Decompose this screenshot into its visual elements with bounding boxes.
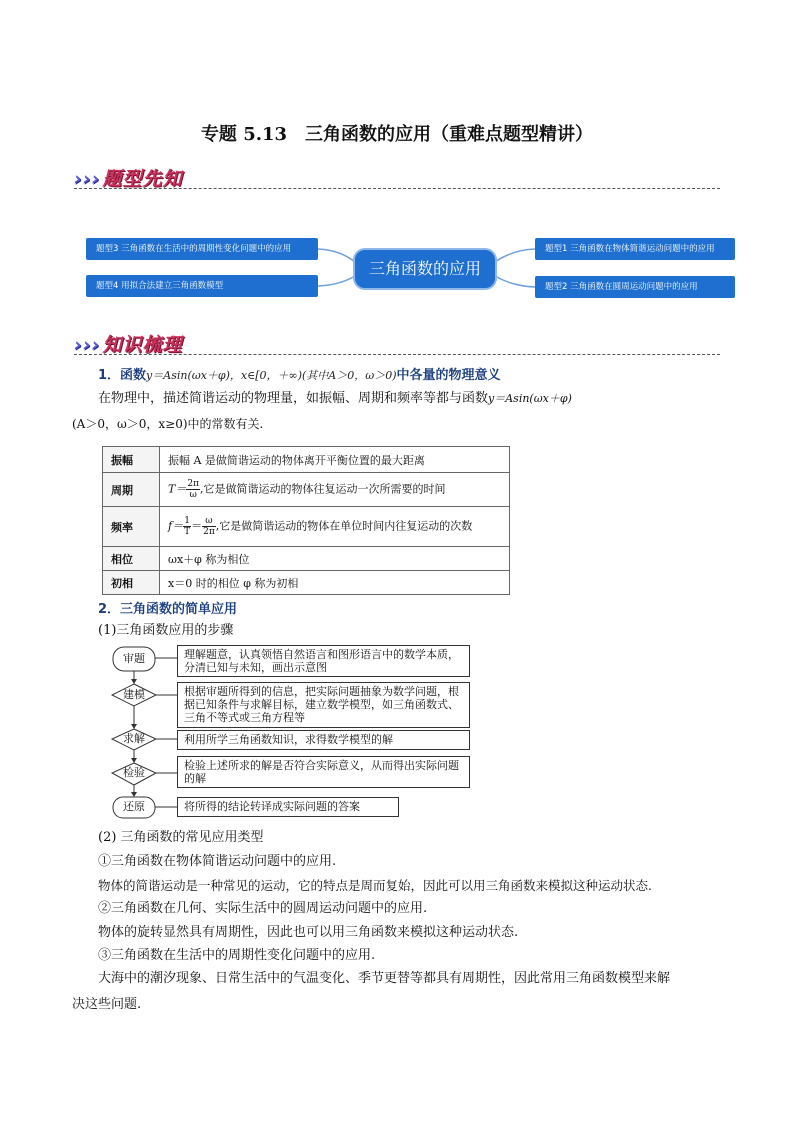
table-key: 频率 <box>103 507 160 547</box>
flow-step-desc: 理解题意，认真领悟自然语言和图形语言中的数学本质，分清已知与未知，画出示意图 <box>177 645 470 677</box>
type-line: 物体的旋转显然具有周期性，因此也可以用三角函数来模拟这种运动状态. <box>98 925 519 940</box>
table-value: T＝ $\frac{2\pi}{\omega}$ ,它是做简谐运动的物体往复运动一次所需要的时间 <box>160 473 510 507</box>
type-line: ②三角函数在几何、实际生活中的圆周运动问题中的应用. <box>98 901 428 916</box>
divider <box>74 354 720 355</box>
mindmap-node-type3: 题型3 三角函数在生活中的周期性变化问题中的应用 <box>86 238 318 260</box>
heading-1: 1．函数y＝Asin(ωx＋φ)，x∈[0，＋∞)(其中A＞0，ω＞0)中各量的物理意义 <box>98 368 501 383</box>
flow-step-label: 审题 <box>123 652 145 665</box>
fraction: $\frac{\omega}{2\pi}$ <box>203 516 215 537</box>
flow-step-desc: 利用所学三角函数知识，求得数学模型的解 <box>177 730 470 750</box>
table-value: ωx＋φ 称为相位 <box>160 547 510 571</box>
type-line: ①三角函数在物体简谐运动问题中的应用. <box>98 854 337 869</box>
triple-arrow-icon: ››› <box>74 168 101 190</box>
flow-step-label: 检验 <box>123 766 145 779</box>
section-heading-label: 知识梳理 <box>102 334 183 356</box>
flow-step-label: 还原 <box>123 800 145 813</box>
table-key: 振幅 <box>103 447 160 473</box>
table-row <box>103 547 510 571</box>
paragraph-1-line2: (A＞0，ω＞0，x≥0)中的常数有关. <box>72 417 264 431</box>
table-row <box>103 507 510 547</box>
triple-arrow-icon: ››› <box>74 334 101 356</box>
section-heading-label: 题型先知 <box>102 168 183 190</box>
table-row <box>103 473 510 507</box>
mindmap-node-type2: 题型2 三角函数在圆周运动问题中的应用 <box>535 276 735 298</box>
type-line: 物体的简谐运动是一种常见的运动，它的特点是周而复始，因此可以用三角函数来模拟这种运动状态. <box>98 878 652 893</box>
heading-2: 2．三角函数的简单应用 <box>98 602 238 617</box>
flow-step-desc: 检验上述所求的解是否符合实际意义，从而得出实际问题的解 <box>177 756 470 788</box>
paragraph-1-line1: 在物理中，描述简谐运动的物理量，如振幅、周期和频率等都与函数y＝Asin(ωx＋φ) <box>98 391 572 406</box>
table-key: 相位 <box>103 547 160 571</box>
mindmap-node-type1: 题型1 三角函数在物体简谐运动问题中的应用 <box>535 238 735 260</box>
mindmap-center: 三角函数的应用 <box>353 248 497 290</box>
flow-step-label: 求解 <box>123 732 145 745</box>
type-line: ③三角函数在生活中的周期性变化问题中的应用. <box>98 948 376 963</box>
fraction: $\frac{1}{T}$ <box>184 516 191 537</box>
flow-step-label: 建模 <box>123 688 145 701</box>
fraction: $\frac{2\pi}{\omega}$ <box>187 479 199 500</box>
type-line: 大海中的潮汐现象、日常生活中的气温变化、季节更替等都具有周期性，因此常用三角函数模型来解 <box>98 971 671 986</box>
section-heading-knowledge <box>74 330 183 356</box>
mindmap-node-type4: 题型4 用拟合法建立三角函数模型 <box>86 275 318 297</box>
table-row <box>103 571 510 595</box>
flow-step-desc: 根据审题所得到的信息，把实际问题抽象为数学问题，根据已知条件与求解目标，建立数学模型，如三角函数式、三角不等式或三角方程等 <box>177 682 470 728</box>
subheading-types: (2) 三角函数的常见应用类型 <box>98 830 264 845</box>
table-key: 初相 <box>103 571 160 595</box>
table-value: f＝ $\frac{1}{T}$ ＝ $\frac{\omega}{2\pi}$ ,它是做简谐运动的物体在单位时间内往复运动的次数 <box>160 507 510 547</box>
flow-step-desc: 将所得的结论转译成实际问题的答案 <box>177 797 399 817</box>
table-row <box>103 447 510 473</box>
physical-meaning-table <box>102 446 510 595</box>
table-value: 振幅 A 是做简谐运动的物体离开平衡位置的最大距离 <box>160 447 510 473</box>
page-title: 专题 5.13 三角函数的应用（重难点题型精讲） <box>200 124 594 145</box>
type-line: 决这些问题. <box>72 997 142 1012</box>
table-value: x＝0 时的相位 φ 称为初相 <box>160 571 510 595</box>
subheading-steps: (1)三角函数应用的步骤 <box>98 623 234 638</box>
table-key: 周期 <box>103 473 160 507</box>
heading-1-formula: y＝Asin(ωx＋φ)，x∈[0，＋∞)(其中A＞0，ω＞0) <box>146 369 397 382</box>
